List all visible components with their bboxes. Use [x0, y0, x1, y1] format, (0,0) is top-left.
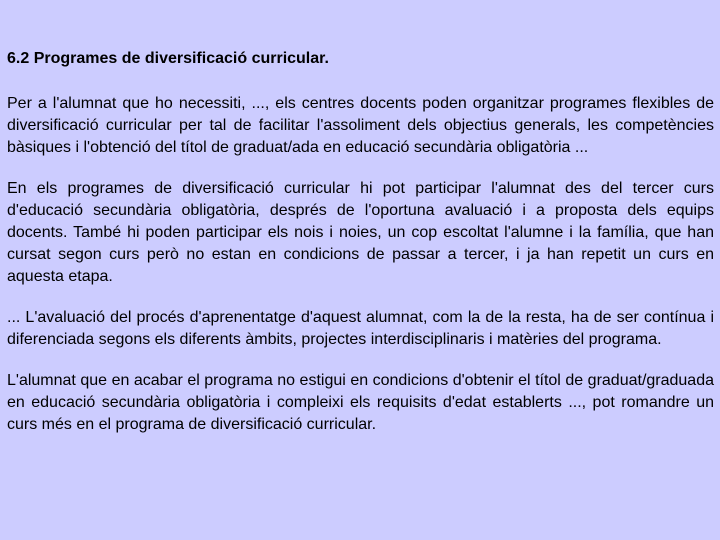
paragraph-evaluation: ... L'avaluació del procés d'aprenentatge d'aquest alumnat, com la de la resta, ha de ser contínua i diferenciada segons els diferents àmbits, projectes interdisciplinaris i matèries del programa. — [7, 309, 714, 348]
paragraph-intro: Per a l'alumnat que ho necessiti, ..., els centres docents poden organitzar programes flexibles de diversificació curricular per tal de facilitar l'assoliment dels objectius generals, les competències bàsiques i l'obtenció del títol de graduat/ada en educació secundària obligatòria ... — [7, 95, 714, 156]
paragraph-participation: En els programes de diversificació curricular hi pot participar l'alumnat des del tercer curs d'educació secundària obligatòria, després de l'oportuna avaluació i a proposta dels equips docents. També hi poden participar els nois i noies, un cop escoltat l'alumne i la família, que han cursat segon curs però no estan en condicions de passar a tercer, i ja han repetit un curs en aquesta etapa. — [7, 180, 714, 285]
paragraph-extension: L'alumnat que en acabar el programa no estigui en condicions d'obtenir el títol de graduat/graduada en educació secundària obligatòria i compleixi els requisits d'edat establerts ..., pot romandre un curs més en el programa de diversificació curricular. — [7, 372, 714, 433]
section-title: 6.2 Programes de diversificació curricular. — [7, 50, 329, 67]
